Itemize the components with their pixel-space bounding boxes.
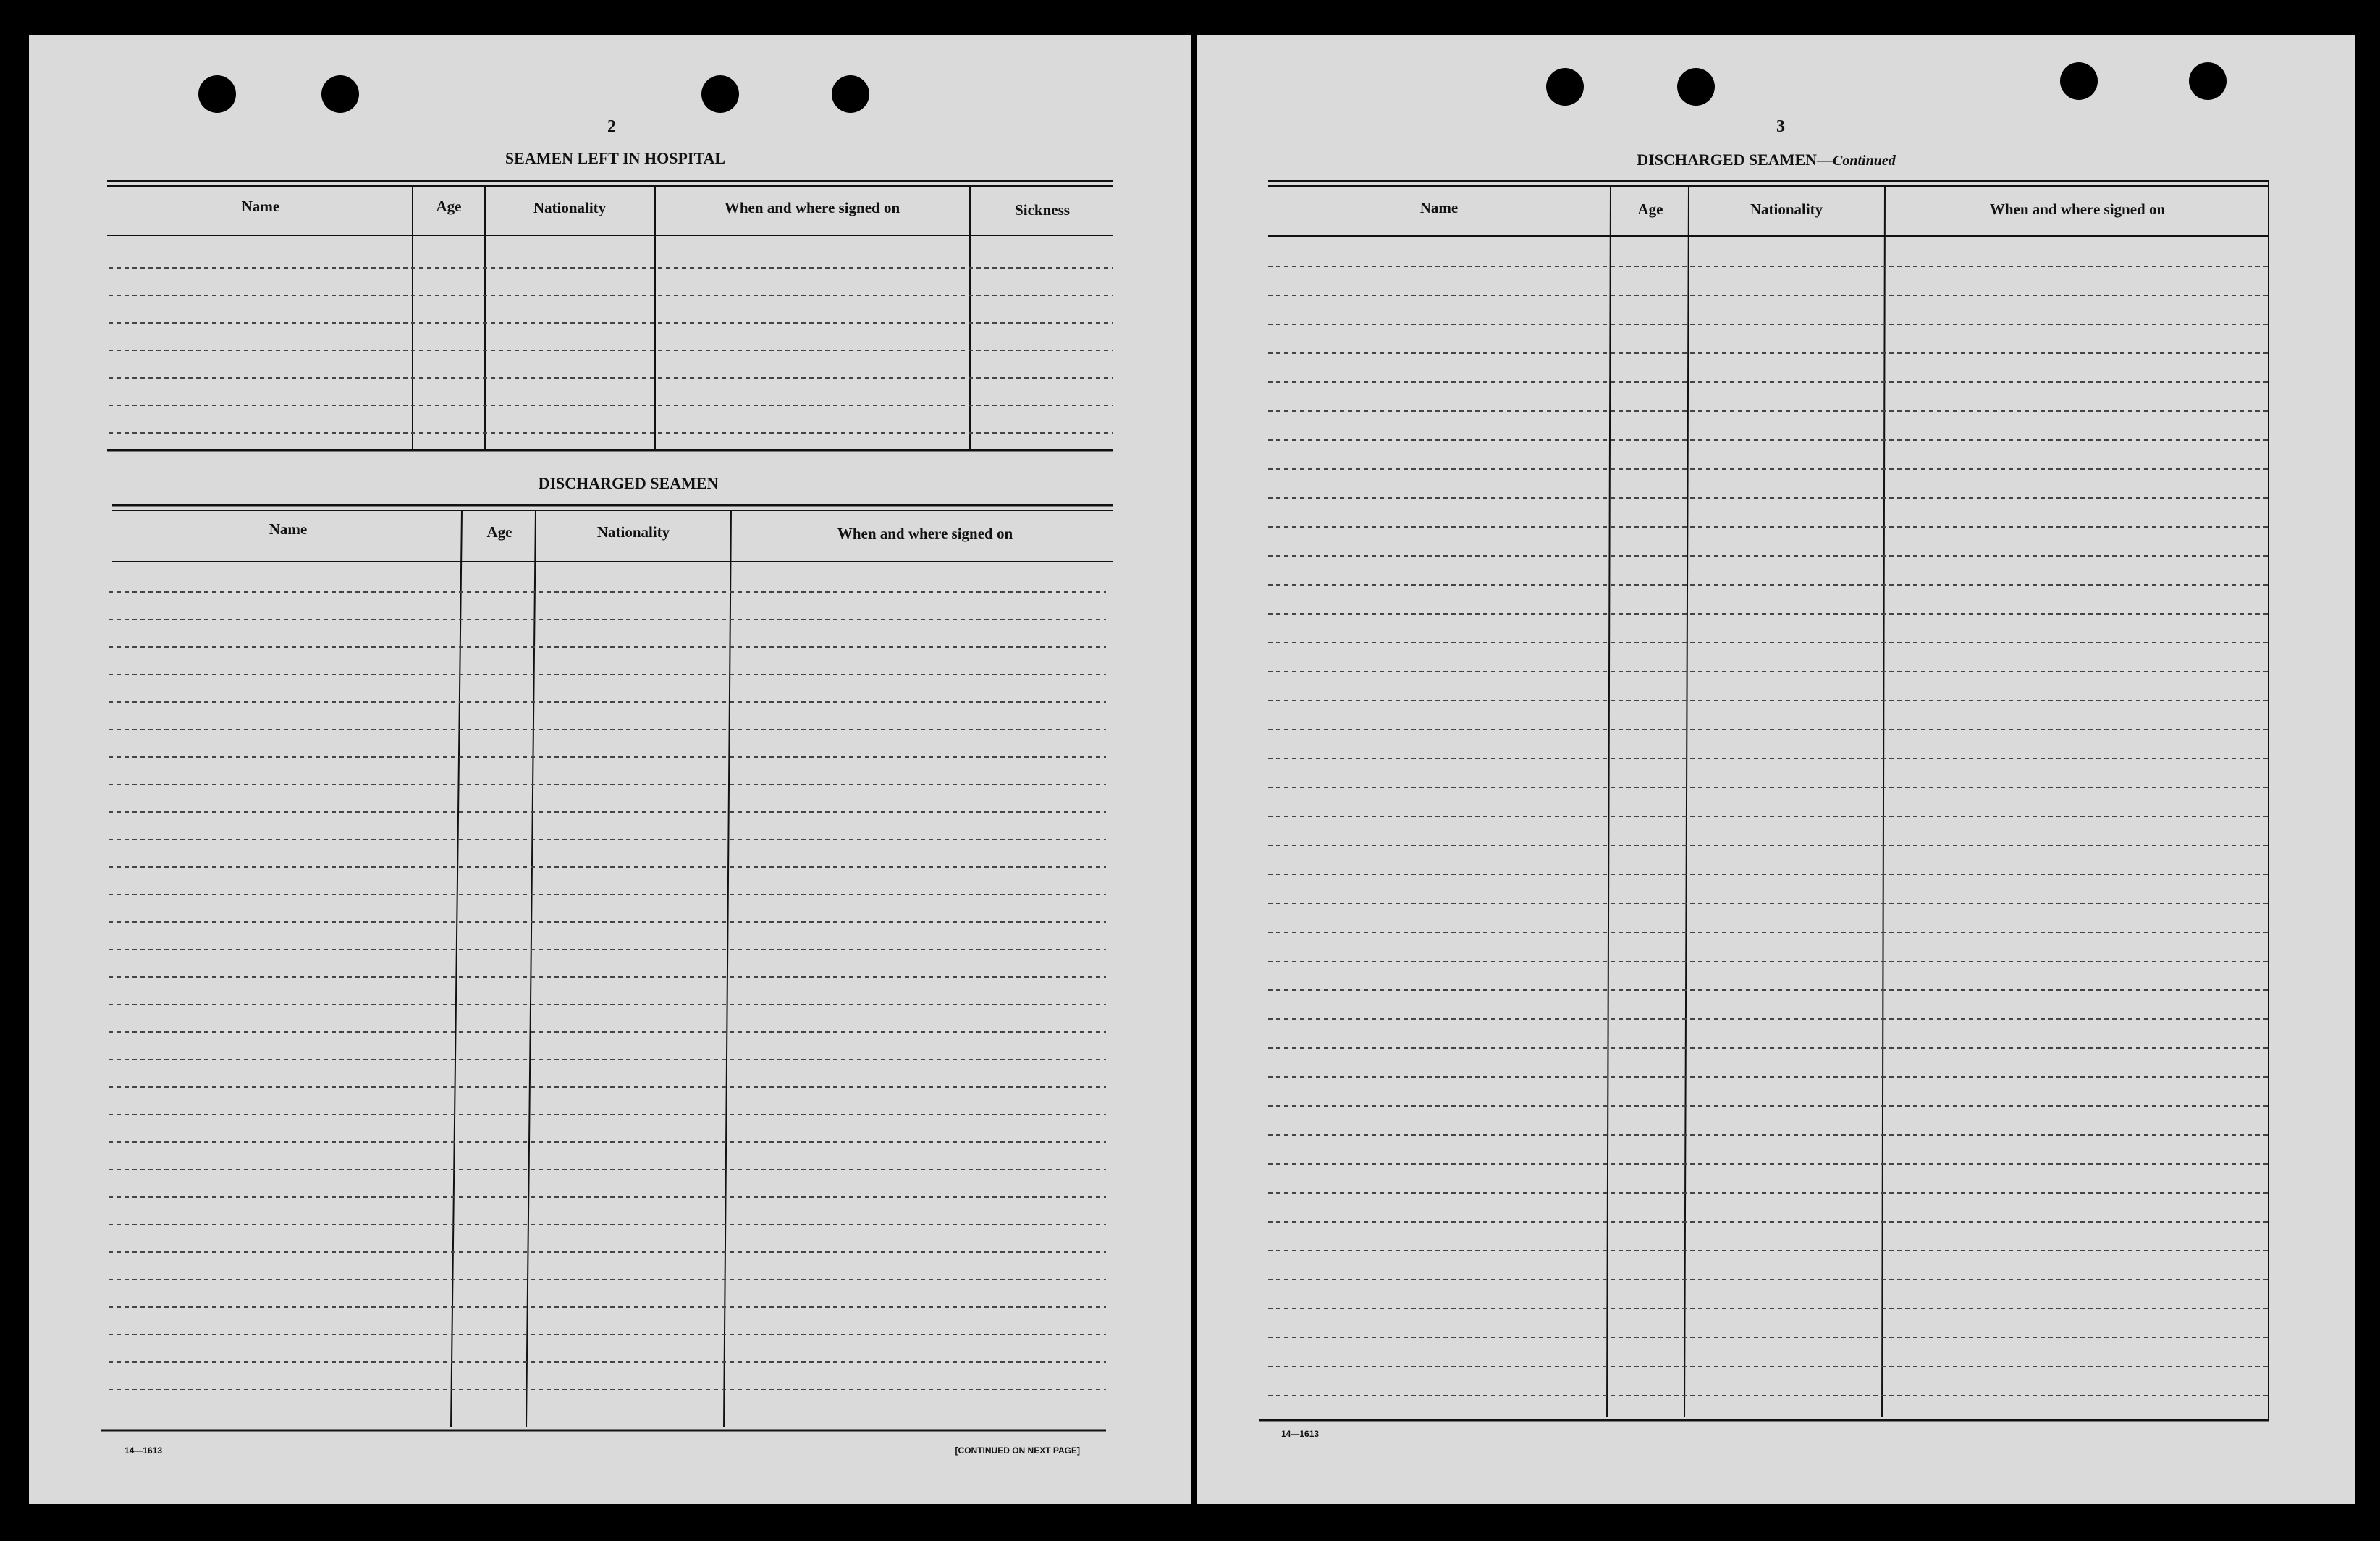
left-page	[29, 35, 1191, 1504]
column-header-nationality: Nationality	[1750, 200, 1823, 218]
right-page	[1197, 35, 2355, 1504]
binder-hole	[701, 75, 739, 113]
binder-hole	[832, 75, 869, 113]
column-header-age: Age	[1637, 200, 1663, 218]
binder-hole	[1677, 68, 1715, 106]
binder-hole	[1546, 68, 1584, 106]
page-number: 2	[607, 117, 616, 136]
form-number: 14—1613	[125, 1445, 163, 1456]
binder-hole	[321, 75, 359, 113]
column-header-sickness: Sickness	[1015, 201, 1070, 219]
binder-hole	[198, 75, 236, 113]
column-header-nationality: Nationality	[533, 199, 607, 216]
column-header-age: Age	[436, 198, 462, 215]
title-suffix: Continued	[1833, 153, 1896, 169]
page-number: 3	[1776, 117, 1785, 136]
right-page-paper	[1197, 35, 2355, 1504]
continued-note: [CONTINUED ON NEXT PAGE]	[955, 1445, 1080, 1456]
binder-hole	[2060, 62, 2098, 100]
discharged-continued-title	[1637, 151, 1896, 169]
left-page-paper	[29, 35, 1191, 1504]
column-header-signed-on: When and where signed on	[724, 199, 900, 216]
column-header-signed-on: When and where signed on	[1989, 200, 2166, 218]
column-header-nationality: Nationality	[596, 523, 670, 541]
form-number: 14—1613	[1281, 1429, 1320, 1439]
column-header-signed-on: When and where signed on	[837, 525, 1013, 542]
column-header-name: Name	[269, 520, 308, 538]
discharged-table-title: DISCHARGED SEAMEN	[538, 474, 719, 492]
column-header-age: Age	[486, 523, 512, 541]
title-main: DISCHARGED SEAMEN—	[1637, 151, 1833, 169]
column-header-name: Name	[241, 198, 280, 215]
binder-hole	[2189, 62, 2227, 100]
column-header-name: Name	[1419, 199, 1459, 216]
hospital-table-title: SEAMEN LEFT IN HOSPITAL	[505, 149, 726, 167]
